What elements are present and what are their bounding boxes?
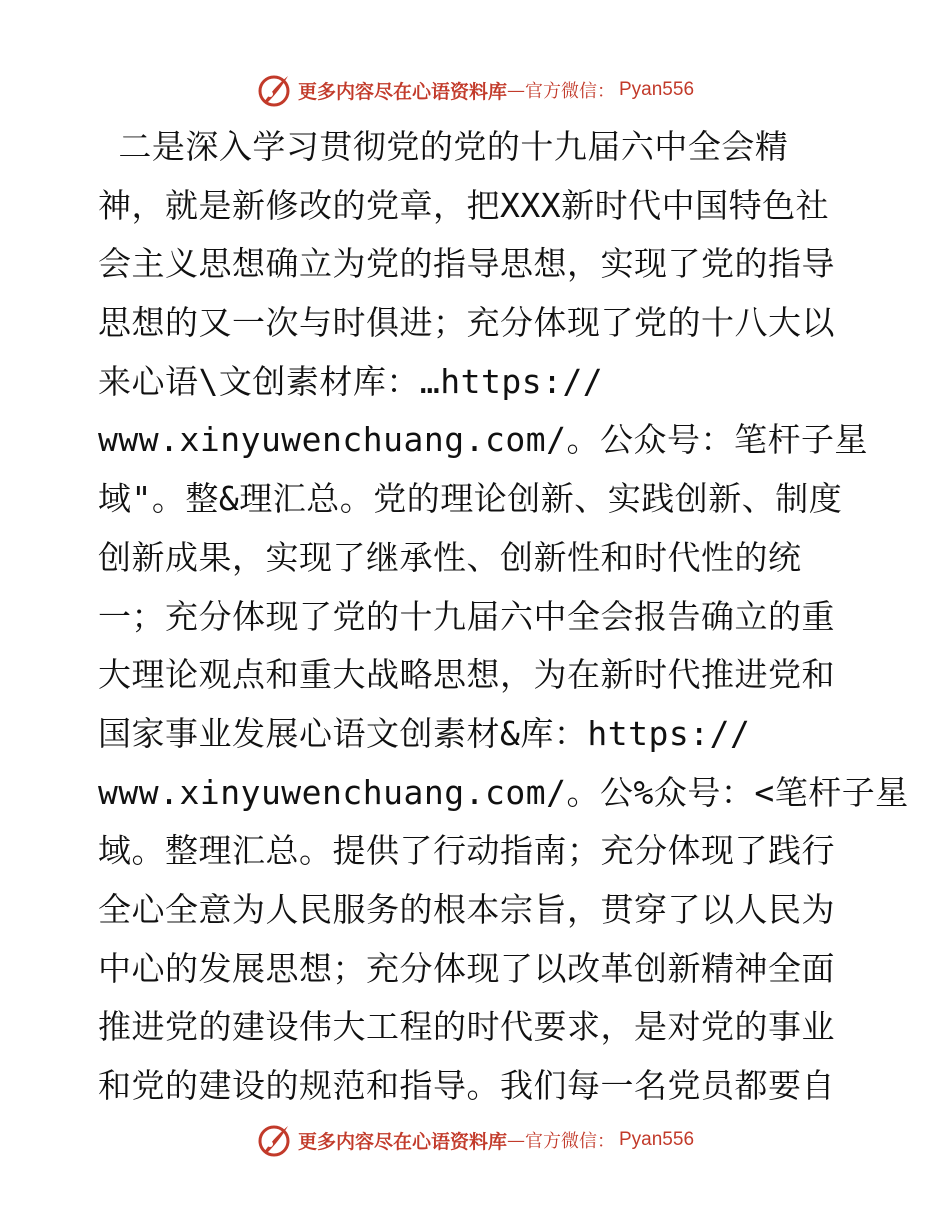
text-line: 国家事业发展心语文创素材&库：https:// — [98, 713, 751, 753]
text-line: www.xinyuwenchuang.com/。公%众号：<笔杆子星 — [98, 772, 909, 812]
text-line: 思想的又一次与时俱进；充分体现了党的十八大以 — [98, 303, 835, 343]
text-line: 全心全意为人民服务的根本宗旨，贯穿了以人民为 — [98, 889, 835, 929]
footer-separator: — — [507, 1129, 525, 1151]
text-line: 神，就是新修改的党章，把XXX新时代中国特色社 — [98, 185, 830, 225]
text-line: 域。整理汇总。提供了行动指南；充分体现了践行 — [98, 831, 835, 871]
header-handle: Pyan556 — [619, 79, 695, 100]
header-banner — [0, 70, 950, 110]
header-separator: — — [507, 79, 525, 101]
header-brand-text: 更多内容尽在心语资料库 — [297, 80, 507, 103]
header-official-label: 官方微信： — [525, 81, 615, 102]
footer-official-label: 官方微信： — [525, 1131, 615, 1152]
text-line: 来心语\文创素材库：…https:// — [98, 361, 604, 401]
text-line: 推进党的建设伟大工程的时代要求，是对党的事业 — [98, 1007, 835, 1047]
text-line: 创新成果，实现了继承性、创新性和时代性的统 — [98, 537, 802, 577]
text-line: 域"。整&理汇总。党的理论创新、实践创新、制度 — [98, 479, 843, 519]
document-body — [98, 122, 909, 1120]
text-line: 和党的建设的规范和指导。我们每一名党员都要自 — [98, 1066, 835, 1105]
text-line: www.xinyuwenchuang.com/。公众号：笔杆子星 — [98, 420, 868, 460]
text-line: 会主义思想确立为党的指导思想，实现了党的指导 — [98, 244, 835, 284]
feather-pen-logo-icon — [256, 1122, 292, 1158]
footer-brand-text: 更多内容尽在心语资料库 — [297, 1130, 507, 1153]
text-line: 二是深入学习贯彻党的党的十九届六中全会精 — [98, 127, 789, 166]
footer-banner — [0, 1120, 950, 1160]
text-line: 一；充分体现了党的十九届六中全会报告确立的重 — [98, 596, 835, 636]
feather-pen-logo-icon — [256, 72, 292, 108]
footer-handle: Pyan556 — [619, 1129, 695, 1150]
text-line: 中心的发展思想；充分体现了以改革创新精神全面 — [98, 948, 835, 988]
text-line: 大理论观点和重大战略思想，为在新时代推进党和 — [98, 655, 835, 695]
